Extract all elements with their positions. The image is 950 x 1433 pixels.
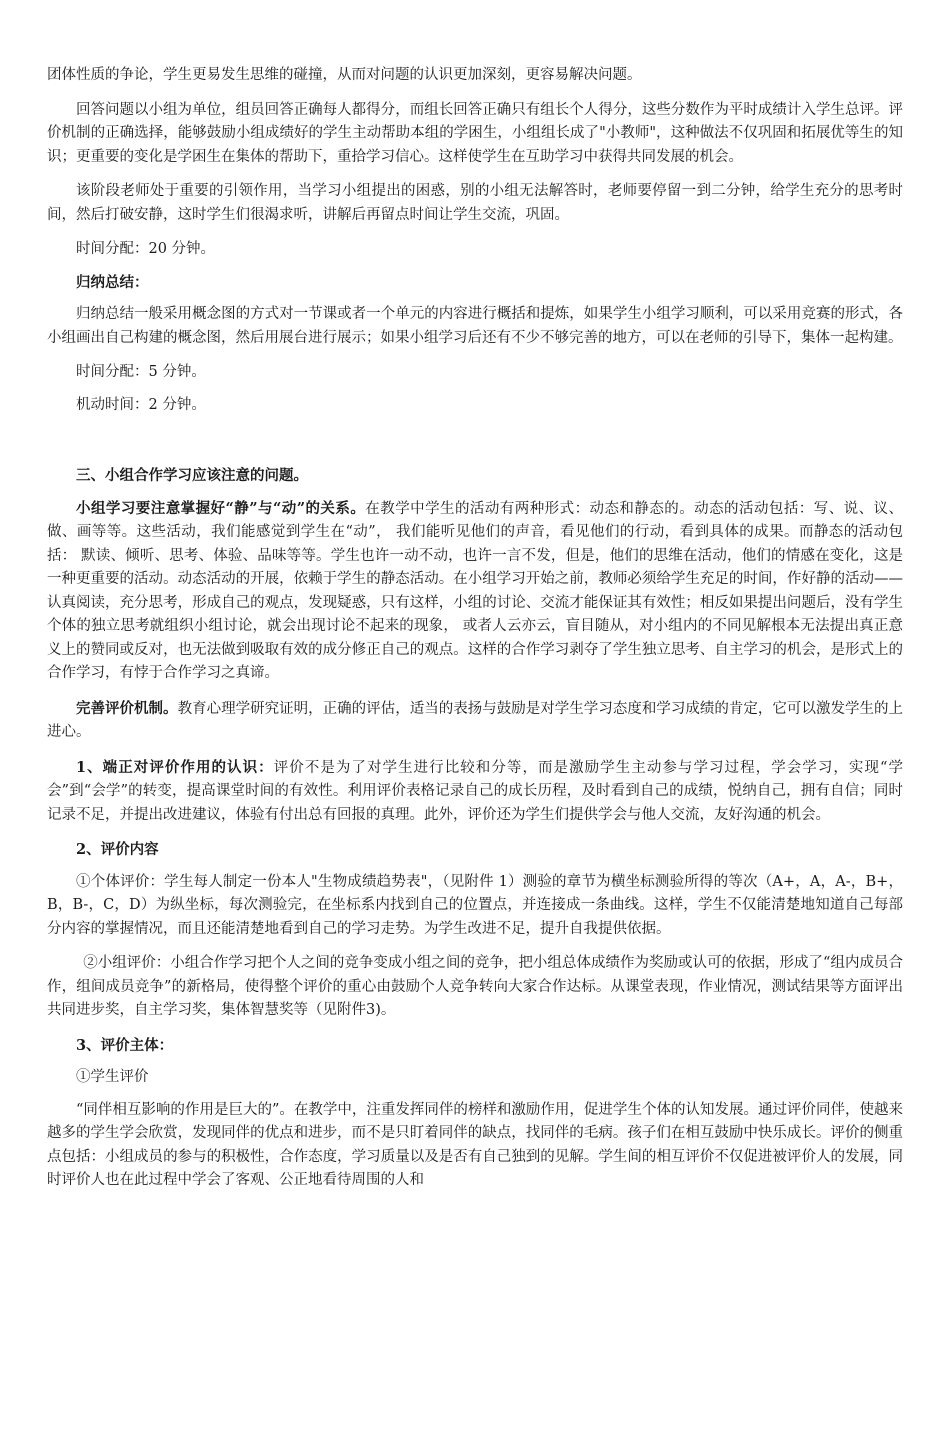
- paragraph: [47, 497, 903, 686]
- document-page: [47, 64, 903, 1204]
- paragraph: 归纳总结一般采用概念图的方式对一节课或者一个单元的内容进行概括和提炼，如果学生小组学习顺利，可以采用竞赛的形式，各小组画出自己构建的概念图，然后用展台进行展示；如果小组学习后还有不少不够完善的地方，可以在老师的引导下，集体一起构建。: [47, 306, 903, 346]
- paragraph: “同伴相互影响的作用是巨大的”。在教学中，注重发挥同伴的榜样和激励作用，促进学生个体的认知发展。通过评价同伴，使越来越多的学生学会欣赏，发现同伴的优点和进步，而不是只盯着同伴的缺点，找同伴的毛病。孩子们在相互鼓励中快乐成长。评价的侧重点包括：小组成员的参与的积极性，合作态度，学习质量以及是否有自己独到的见解。学生间的相互评价不仅促进被评价人的发展，同时评价人也在此过程中学会了客观、公正地看待周围的人和: [47, 1101, 903, 1188]
- paragraph: [47, 697, 903, 745]
- lead-bold: 小组学习要注意掌握好“静”与“动”的关系。: [76, 499, 366, 517]
- paragraph: 团体性质的争论，学生更易发生思维的碰撞，从而对问题的认识更加深刻，更容易解决问题。: [47, 67, 642, 83]
- paragraph-text: 评价不是为了对学生进行比较和分等，而是激励学生主动参与学习过程，学会学习，实现“学会”到“会学”的转变，提高课堂时间的有效性。利用评价表格记录自己的成长历程，及时看到自己的成绩，悦纳自己，拥有自信；同时记录不足，并提出改进建议，体验有付出总有回报的真理。此外，评价还为学生们提供学会与他人交流，友好沟通的机会。: [47, 759, 903, 823]
- paragraph: ①个体评价：学生每人制定一份本人"生物成绩趋势表"，（见附件 1）测验的章节为横坐标测验所得的等次（A+，A，A-，B+，B，B-，C，D）为纵坐标，每次测验完，在坐标系内找到自己的位置点，并连接成一条曲线。这样，学生不仅能清楚地知道自己每部分内容的掌握情况，而且还能清楚地看到自己的学习走势。为学生改进不足，提升自我提供依据。: [47, 873, 903, 937]
- lead-bold: 1、端正对评价作用的认识：: [76, 758, 274, 776]
- flexible-time: 机动时间：2 分钟。: [76, 396, 206, 413]
- time-allocation: 时间分配：20 分钟。: [76, 241, 216, 257]
- blank-line: [47, 428, 903, 464]
- paragraph: [47, 756, 903, 828]
- lead-bold: 完善评价机制。: [76, 699, 178, 717]
- paragraph: 回答问题以小组为单位，组员回答正确每人都得分，而组长回答正确只有组长个人得分，这些分数作为平时成绩计入学生总评。评价机制的正确选择，能够鼓励小组成绩好的学生主动帮助本组的学困生，小组组长成了"小教师"，这种做法不仅巩固和拓展优等生的知识；更重要的变化是学困生在集体的帮助下，重拾学习信心。这样使学生在互助学习中获得共同发展的机会。: [47, 101, 903, 165]
- paragraph: ②小组评价：小组合作学习把个人之间的竞争变成小组之间的竞争，把小组总体成绩作为奖励或认可的依据，形成了“组内成员合作，组间成员竞争”的新格局，使得整个评价的重心由鼓励个人竞争转向大家合作达标。从课堂表现，作业情况，测试结果等方面评出共同进步奖，自主学习奖，集体智慧奖等（见附件3)。: [47, 955, 903, 1018]
- section-heading-summary: 归纳总结：: [76, 273, 149, 291]
- paragraph: 该阶段老师处于重要的引领作用，当学习小组提出的困惑，别的小组无法解答时，老师要停留一到二分钟，给学生充分的思考时间，然后打破安静，这时学生们很渴求听，讲解后再留点时间让学生交流，巩固。: [47, 183, 903, 223]
- paragraph-text: 在教学中学生的活动有两种形式：动态和静态的。动态的活动包括：写、说、议、做、画等等。这些活动，我们能感觉到学生在“动”， 我们能听见他们的声音，看见他们的行动，看到具体的成果。而静态的活动包括： 默读、倾听、思考、体验、品味等等。学生也许一动不动，也许一言不发，但是，他们的思维在活动，他们的情感在变化，这是一种更重要的活动。动态活动的开展，依赖于学生的静态活动。在小组学习开始之前，教师必须给学生充足的时间，作好静的活动——认真阅读，充分思考，形成自己的观点，发现疑惑，只有这样，小组的讨论、交流才能保证其有效性；相反如果提出问题后，没有学生个体的独立思考就组织小组讨论，就会出现讨论不起来的现象， 或者人云亦云，盲目随从，对小组内的不同见解根本无法提出真正意义上的赞同或反对，也无法做到吸取有效的成分修正自己的观点。这样的合作学习剥夺了学生独立思考、自主学习的机会，是形式上的合作学习，有悖于合作学习之真谛。: [47, 500, 903, 681]
- paragraph-text: 教育心理学研究证明，正确的评估，适当的表扬与鼓励是对学生学习态度和学习成绩的肯定，它可以激发学生的上进心。: [47, 700, 903, 740]
- subheading-evaluation-content: 2、评价内容: [76, 841, 159, 858]
- section-heading-3: 三、小组合作学习应该注意的问题。: [76, 467, 308, 484]
- list-item: ①学生评价: [76, 1069, 149, 1085]
- time-allocation: 时间分配：5 分钟。: [76, 364, 206, 380]
- subheading-evaluation-subject: 3、评价主体：: [76, 1036, 174, 1054]
